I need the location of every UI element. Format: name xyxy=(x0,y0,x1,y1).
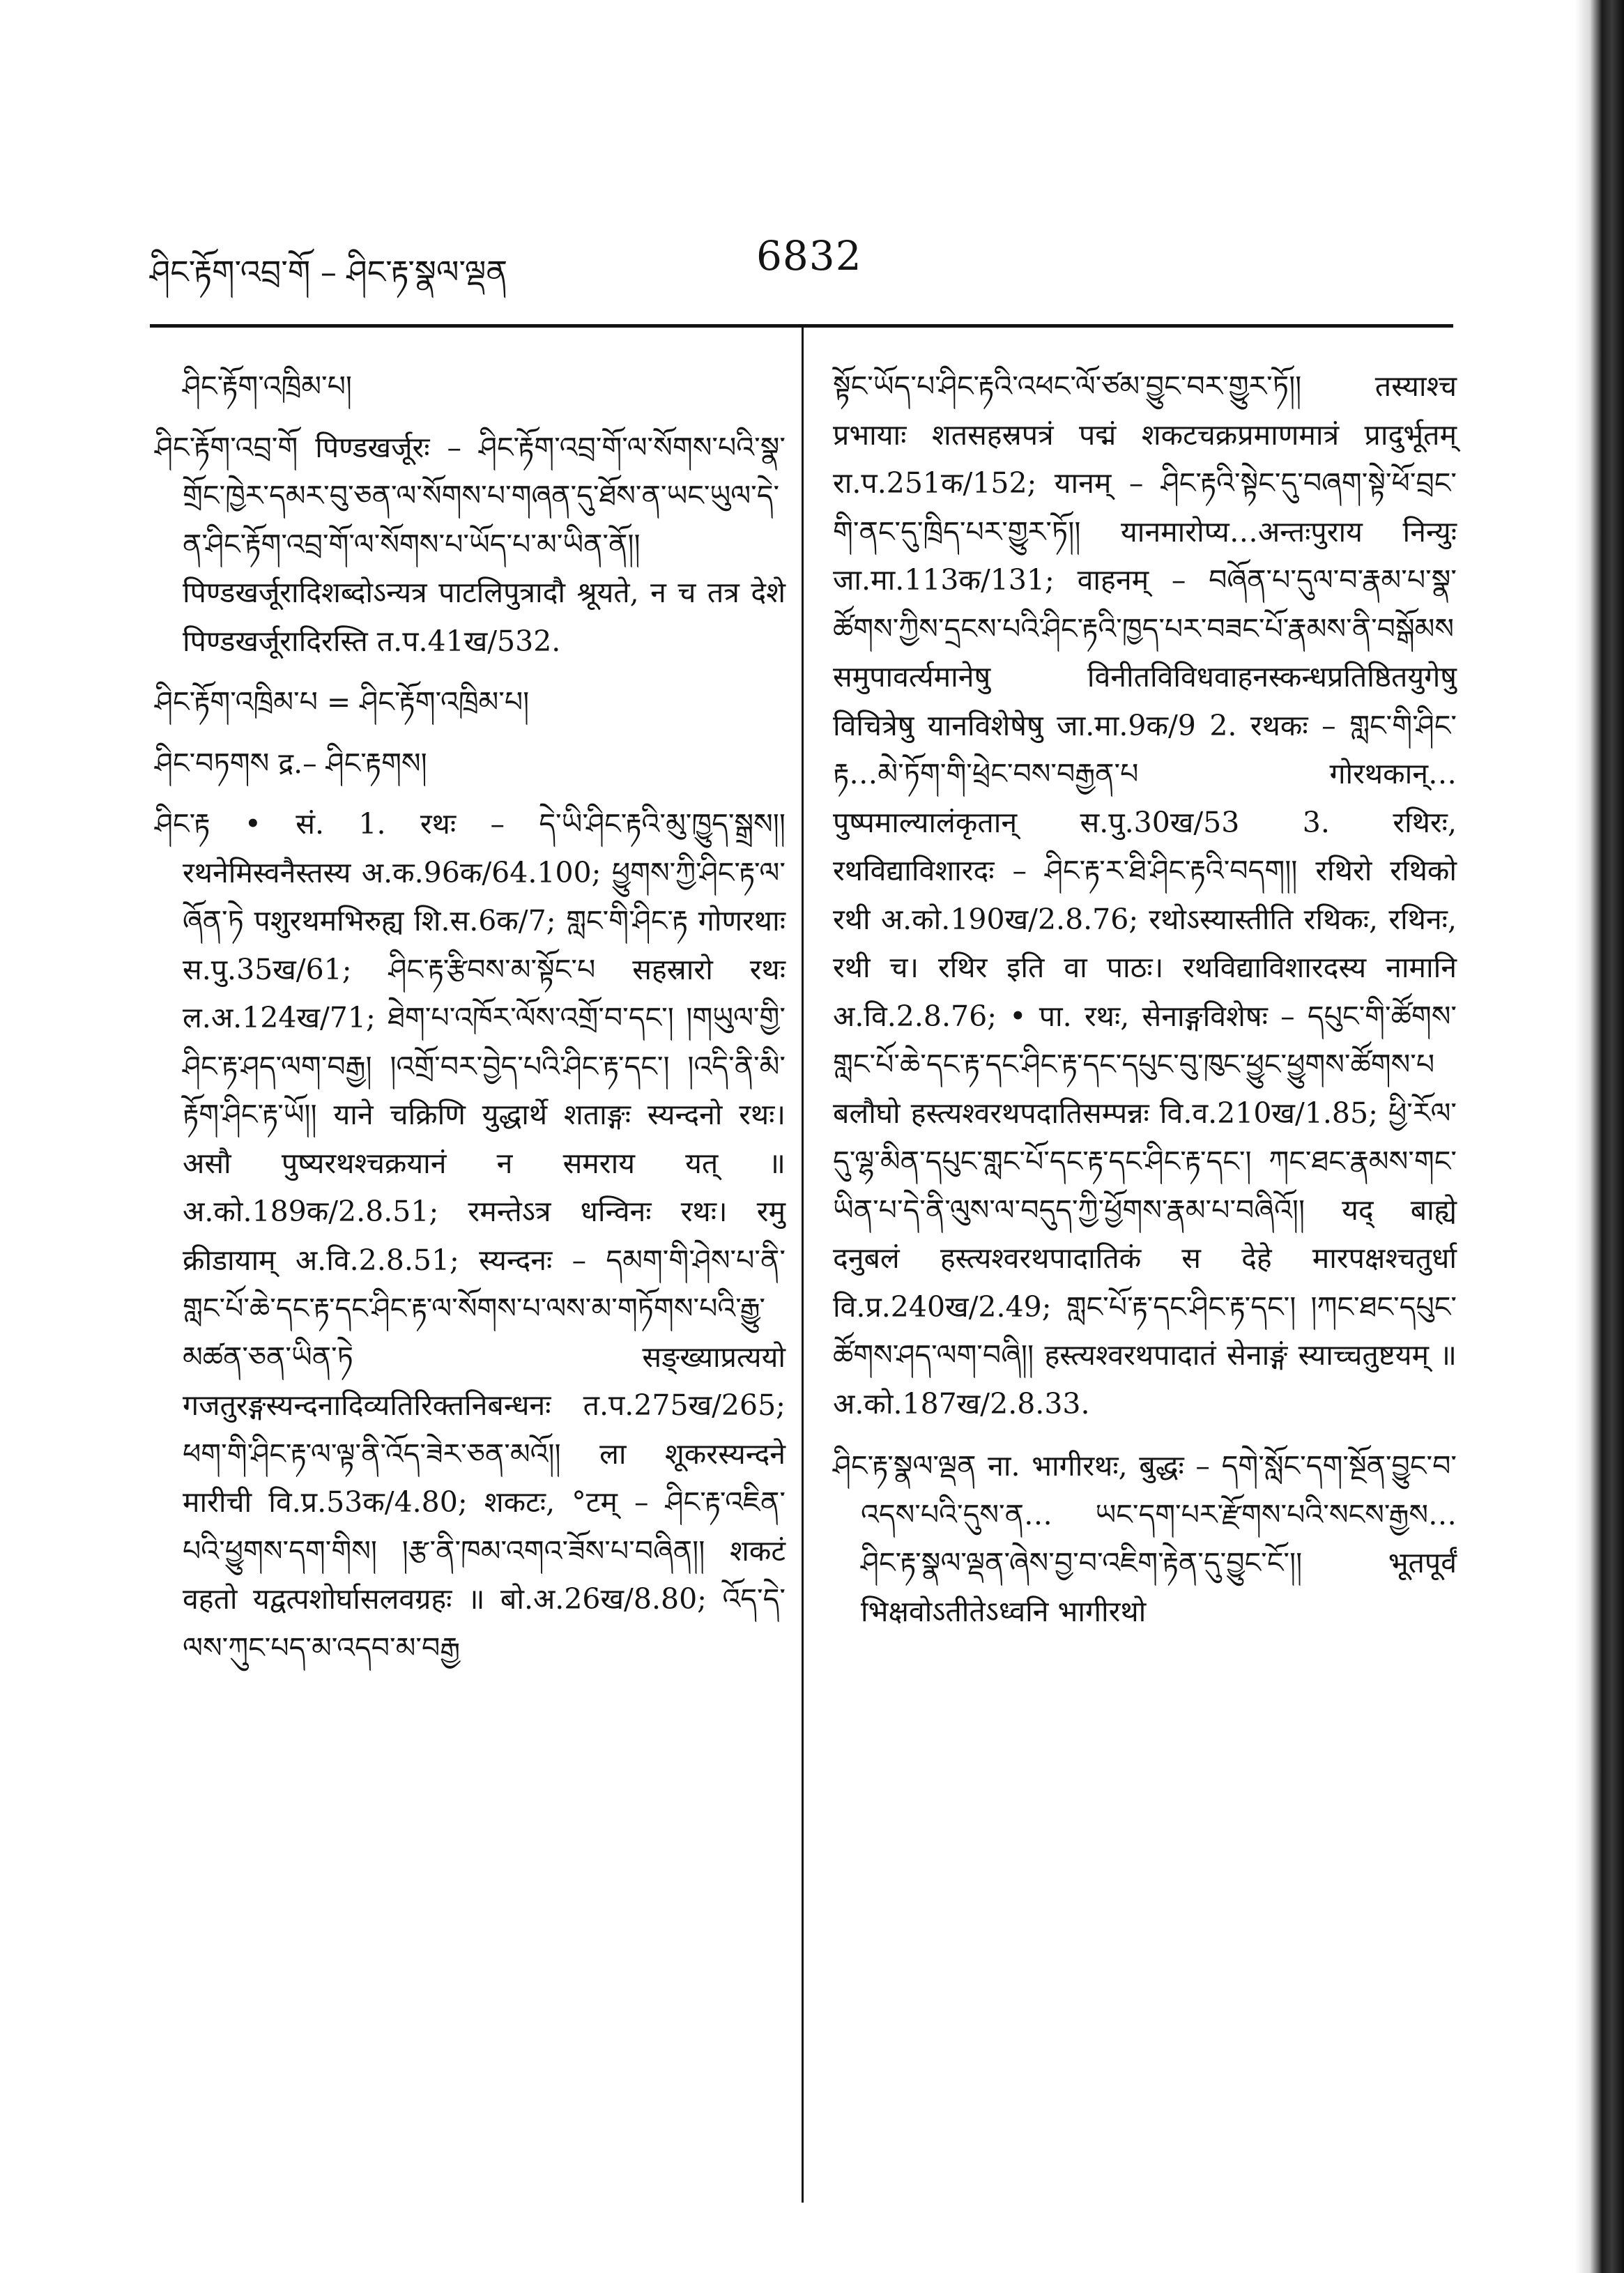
dictionary-entry: ཤིང་བཏགས द्र.– ཤིང་རྟགས། xyxy=(155,746,427,780)
page-number: 6832 xyxy=(756,232,862,280)
dictionary-entry: ཤིང་རྟ • सं. 1. रथः – དེ་ཡི་ཤིང་རྟའི་མུ་ཁྱུད་སྒྲས།། रथनेमिस्वनैस्तस्य अ.क.96क/64.100; ཕྱུགས་ཀྱི་ཤིང་རྟ་ལ་ཞོན་ཏེ पशुरथमभिरुह्य शि.स.6क/7; གླང་གི་ཤིང་རྟ गोणरथाः स.पु.35ख/61; ཤིང་རྟ་རྩིབས་མ་སྟོང་པ सहस्रारो रथः ल.अ.124ख/71; ཐེག་པ་འཁོར་ལོས་འགྲོ་བ་དང་། །གཡུལ་གྱི་ཤིང་རྟ་ཤད་ལག་བརྒྱ། །འགྲོ་བར་བྱེད་པའི་ཤིང་རྟ་དང་། །འདི་ནི་མི་རྟོག་ཤིང་རྟ་ཡོ།། याने चक्रिणि युद्धार्थे शताङ्गः स्यन्दनो रथः। असौ पुष्यरथश्चक्रयानं न समराय यत् ॥ अ.को.189क/2.8.51; रमन्तेऽत्र धन्विनः रथः। रमु क्रीडायाम् अ.वि.2.8.51; स्यन्दनः – དམག་གི་ཤེས་པ་ནི་གླང་པོ་ཆེ་དང་རྟ་དང་ཤིང་རྟ་ལ་སོགས་པ་ལས་མ་གཏོགས་པའི་རྒྱུ་མཚན་ཅན་ཡིན་ཏེ सङ्ख्याप्रत्ययो गजतुरङ्गस्यन्दनादिव्यतिरिक्तनिबन्धनः त.प.275ख/265; ཕག་གི་ཤིང་རྟ་ལ་ལྟ་ནི་འོད་ཟེར་ཅན་མའོ།། ला शूकरस्यन्दने मारीची वि.प्र.53क/4.80; शकटः, °टम् – ཤིང་རྟ་འཇིན་པའི་ཕྱུགས་དག་གིས། །རྩ་ནི་ཁམ་འགའ་ཟོས་པ་བཞིན།། शकटं वहतो यद्वत्पशोर्घासलवग्रहः ॥ बो.अ.26ख/8.80; འོད་དེ་ལས་ཀུང་པད་མ་འདབ་མ་བརྒྱ xyxy=(155,807,786,1664)
right-column xyxy=(833,362,1457,1650)
dictionary-entry: ཤིང་རྟ་སྣལ་ལྡན ना. भागीरथः, बुद्धः – དགེ་སློང་དག་སྔོན་བྱུང་བ་འདས་པའི་དུས་ན… ཡང་དག་པར་རྫོགས་པའི་སངས་རྒྱས…ཤིང་རྟ་སྣལ་ལྡན་ཞེས་བྱ་བ་འཇིག་རྟེན་དུ་བྱུང་ངོ་།། भूतपूर्वं भिक्षवोऽतीतेऽध्वनि भागीरथो xyxy=(833,1449,1457,1628)
column-divider xyxy=(802,328,804,2203)
running-head: ཤིང་རྟོག་འབྲ་གོ – ཤིང་རྟ་སྣལ་ལྡན xyxy=(150,253,508,291)
dictionary-entry: ཤིང་རྟོག་འཁྲིམ་པ = ཤིང་རྟོག་འཁྲིམ་པ། xyxy=(155,685,530,719)
left-column xyxy=(155,362,786,1685)
dictionary-entry-continued: སྟོང་ཡོད་པ་ཤིང་རྟའི་འཕང་ལོ་ཙམ་བྱུང་བར་གྱུར་ཏོ།། तस्याश्च प्रभायाः शतसहस्रपत्रं पद्मं शकटचक्रप्रमाणमात्रं प्रादुर्भूतम् रा.प.251क/152; यानम् – ཤིང་རྟའི་སྟེང་དུ་བཞག་སྟེ་ཕོ་བྲང་གི་ནང་དུ་ཁྲིད་པར་གྱུར་ཏོ།། यानमारोप्य…अन्तःपुराय निन्युः जा.मा.113क/131; वाहनम् – བཞོན་པ་དུལ་བ་རྣམ་པ་སྣ་ཚོགས་ཀྱིས་དྲངས་པའི་ཤིང་རྟའི་ཁྱད་པར་བཟང་པོ་རྣམས་ནི་བསྒོམས समुपावर्त्यमानेषु विनीतविविधवाहनस्कन्धप्रतिष्ठितयुगेषु विचित्रेषु यानविशेषेषु जा.मा.9क/9 2. रथकः – གླང་གི་ཤིང་རྟ…མེ་ཏོག་གི་ཕྲེང་བས་བརྒྱན་པ गोरथकान्…पुष्पमाल्यालंकृतान् स.पु.30ख/53 3. रथिरः, रथविद्याविशारदः – ཤིང་རྟ་ར་ཐི་ཤིང་རྟའི་བདག།། रथिरो रथिको रथी अ.को.190ख/2.8.76; रथोऽस्यास्तीति रथिकः, रथिनः, रथी च। रथिर इति वा पाठः। रथविद्याविशारदस्य नामानि अ.वि.2.8.76; • पा. रथः, सेनाङ्गविशेषः – དཔུང་གི་ཚོགས་གླང་པོ་ཆེ་དང་རྟ་དང་ཤིང་རྟ་དང་དཔུང་བུ་ཁུང་ཕྱུང་ཕྱུགས་ཚོགས་པ बलौघो हस्त्यश्वरथपदातिसम्पन्नः वि.व.210ख/1.85; ཕྱི་རོལ་དུ་ལྷ་མིན་དཔུང་གླང་པོ་དང་རྟ་དང་ཤིང་རྟ་དང་། ཀང་ཐང་རྣམས་གང་ཡིན་པ་དེ་ནི་ལུས་ལ་བདུད་ཀྱི་ཕྱོགས་རྣམ་པ་བཞིའོ།། यद् बाह्ये दनुबलं हस्त्यश्वरथपादातिकं स देहे मारपक्षश्चतुर्धा वि.प्र.240ख/2.49; གླང་པོ་རྟ་དང་ཤིང་རྟ་དང་། །ཀང་ཐང་དཔུང་ཚོགས་ཤད་ལག་བཞི།། हस्त्यश्वरथपादातं सेनाङ्गं स्याच्चतुष्टयम् ॥ अ.को.187ख/2.8.33. xyxy=(833,369,1457,1421)
dictionary-entry: ཤིང་རྟོག་འཁྲིམ་པ། xyxy=(183,369,352,403)
scan-binding-edge xyxy=(1575,0,1624,2273)
page-header xyxy=(150,227,1453,296)
dictionary-entry: ཤིང་རྟོག་འབྲ་གོ पिण्डखर्जूरः – ཤིང་རྟོག་འབྲ་གོ་ལ་སོགས་པའི་སྣ་གྲོང་ཁྱེར་དམར་བུ་ཅན་ལ་སོགས་པ་གཞན་དུ་ཐོས་ན་ཡང་ཡུལ་དེ་ན་ཤིང་རྟོག་འབྲ་གོ་ལ་སོགས་པ་ཡོད་པ་མ་ཡིན་ནོ།། पिण्डखर्जूरादिशब्दोऽन्यत्र पाटलिपुत्रादौ श्रूयते, न च तत्र देशे पिण्डखर्जूरादिरस्ति त.प.41ख/532. xyxy=(155,430,786,658)
